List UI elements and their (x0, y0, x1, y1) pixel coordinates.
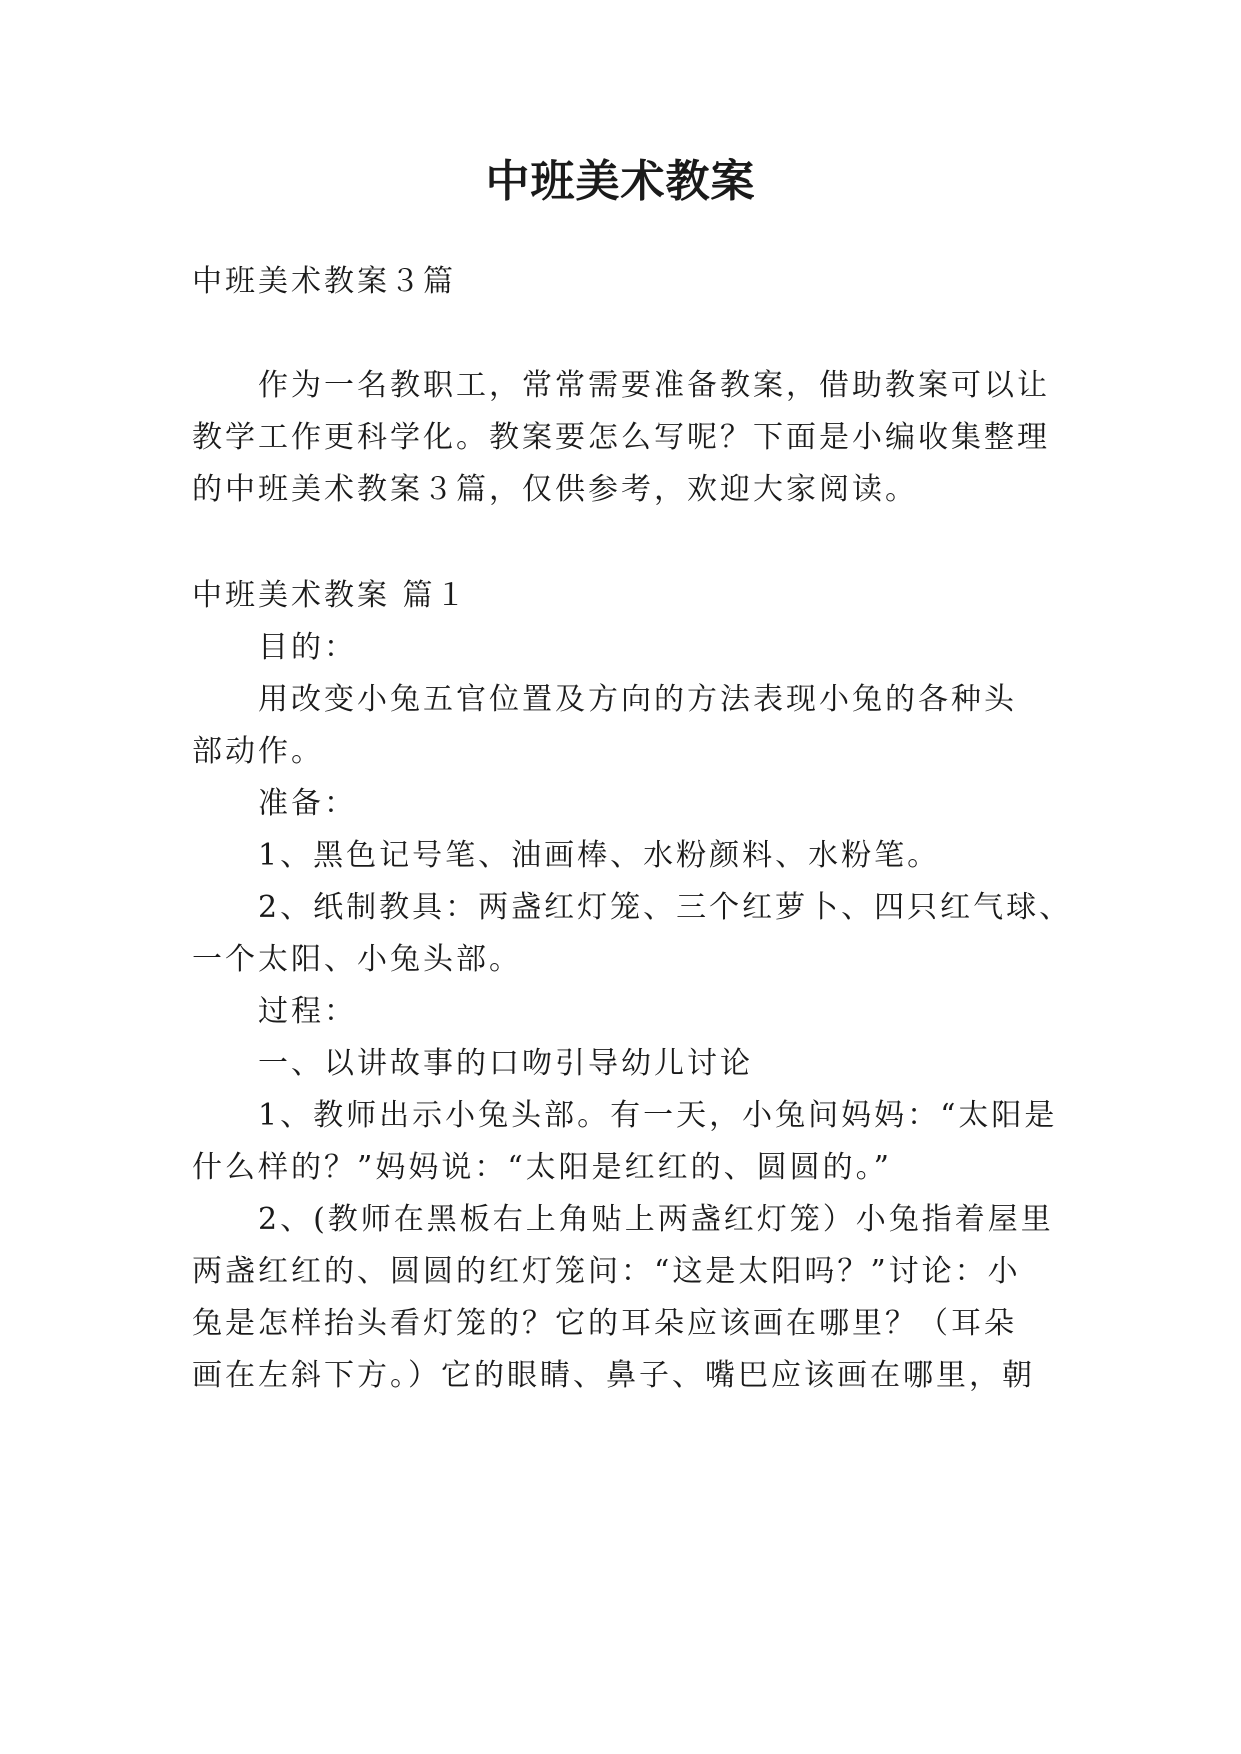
body-line: 1、教师出示小兔头部。有一天，小兔问妈妈：“太阳是 (258, 1098, 1058, 1133)
document-subtitle: 中班美术教案３篇 (192, 264, 456, 299)
body-line: 一、以讲故事的口吻引导幼儿讨论 (258, 1046, 753, 1081)
body-line: 部动作。 (192, 734, 324, 769)
intro-line-2: 教学工作更科学化。教案要怎么写呢？下面是小编收集整理 (192, 420, 1050, 455)
body-line: 什么样的？”妈妈说：“太阳是红红的、圆圆的。” (192, 1150, 893, 1185)
body-line: 两盏红红的、圆圆的红灯笼问：“这是太阳吗？”讨论：小 (192, 1254, 1021, 1289)
body-line: 一个太阳、小兔头部。 (192, 942, 522, 977)
body-line: 兔是怎样抬头看灯笼的？它的耳朵应该画在哪里？（耳朵 (192, 1306, 1017, 1341)
body-line: 2、纸制教具：两盏红灯笼、三个红萝卜、四只红气球、 (258, 890, 1073, 925)
intro-line-3: 的中班美术教案３篇，仅供参考，欢迎大家阅读。 (192, 472, 918, 507)
intro-line-1: 作为一名教职工，常常需要准备教案，借助教案可以让 (258, 368, 1050, 403)
body-line: 画在左斜下方。）它的眼睛、鼻子、嘴巴应该画在哪里，朝 (192, 1358, 1035, 1393)
body-line: 过程： (258, 994, 357, 1029)
body-line: 目的： (258, 630, 357, 665)
body-line: 1、黑色记号笔、油画棒、水粉颜料、水粉笔。 (258, 838, 941, 873)
body-line: 2、(教师在黑板右上角贴上两盏红灯笼）小兔指着屋里 (258, 1202, 1054, 1237)
section-heading: 中班美术教案 篇１ (192, 578, 469, 613)
body-line: 准备： (258, 786, 357, 821)
document-title: 中班美术教案 (485, 156, 756, 207)
body-line: 用改变小兔五官位置及方向的方法表现小兔的各种头 (258, 682, 1017, 717)
